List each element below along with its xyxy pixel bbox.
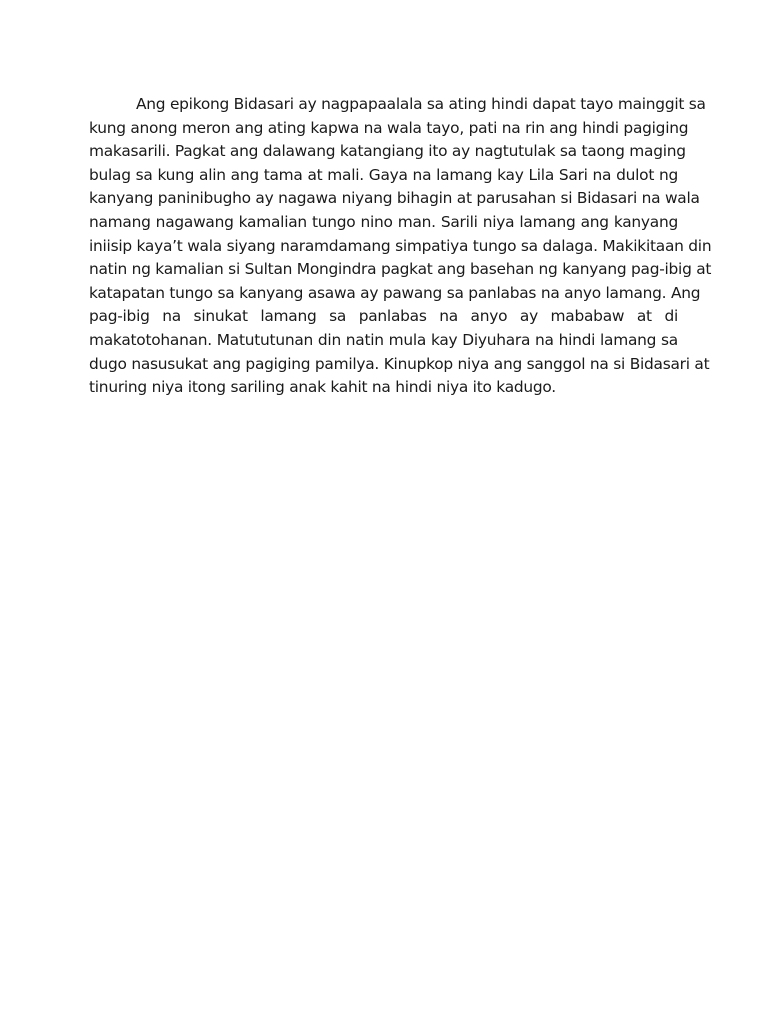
paragraph-line: iniisip kaya’t wala siyang naramdamang simpatiya tungo sa dalaga. Makikitaan din xyxy=(89,236,712,255)
paragraph-line: kanyang paninibugho ay nagawa niyang bihagin at parusahan si Bidasari na wala xyxy=(89,189,700,208)
paragraph-line: katapatan tungo sa kanyang asawa ay pawang sa panlabas na anyo lamang. Ang xyxy=(89,283,701,302)
paragraph-line: natin ng kamalian si Sultan Mongindra pagkat ang basehan ng kanyang pag-ibig at xyxy=(89,260,712,279)
paragraph-line: makasarili. Pagkat ang dalawang katangiang ito ay nagtutulak sa taong maging xyxy=(89,142,686,161)
paragraph-line: tinuring niya itong sariling anak kahit na hindi niya ito kadugo. xyxy=(89,378,556,397)
paragraph-line: Ang epikong Bidasari ay nagpapaalala sa ating hindi dapat tayo mainggit sa xyxy=(136,95,706,113)
paragraph-line: namang nagawang kamalian tungo nino man. Sarili niya lamang ang kanyang xyxy=(89,212,678,231)
paragraph-line: kung anong meron ang ating kapwa na wala tayo, pati na rin ang hindi pagiging xyxy=(89,118,689,137)
paragraph-line: bulag sa kung alin ang tama at mali. Gaya na lamang kay Lila Sari na dulot ng xyxy=(89,165,678,184)
paragraph-line: pag-ibig na sinukat lamang sa panlabas na anyo ay mababaw at di xyxy=(89,307,678,326)
paragraph-line: makatotohanan. Matututunan din natin mula kay Diyuhara na hindi lamang sa xyxy=(89,330,678,349)
paragraph-line: dugo nasusukat ang pagiging pamilya. Kinupkop niya ang sanggol na si Bidasari at xyxy=(89,354,710,373)
essay-paragraph xyxy=(89,93,712,400)
